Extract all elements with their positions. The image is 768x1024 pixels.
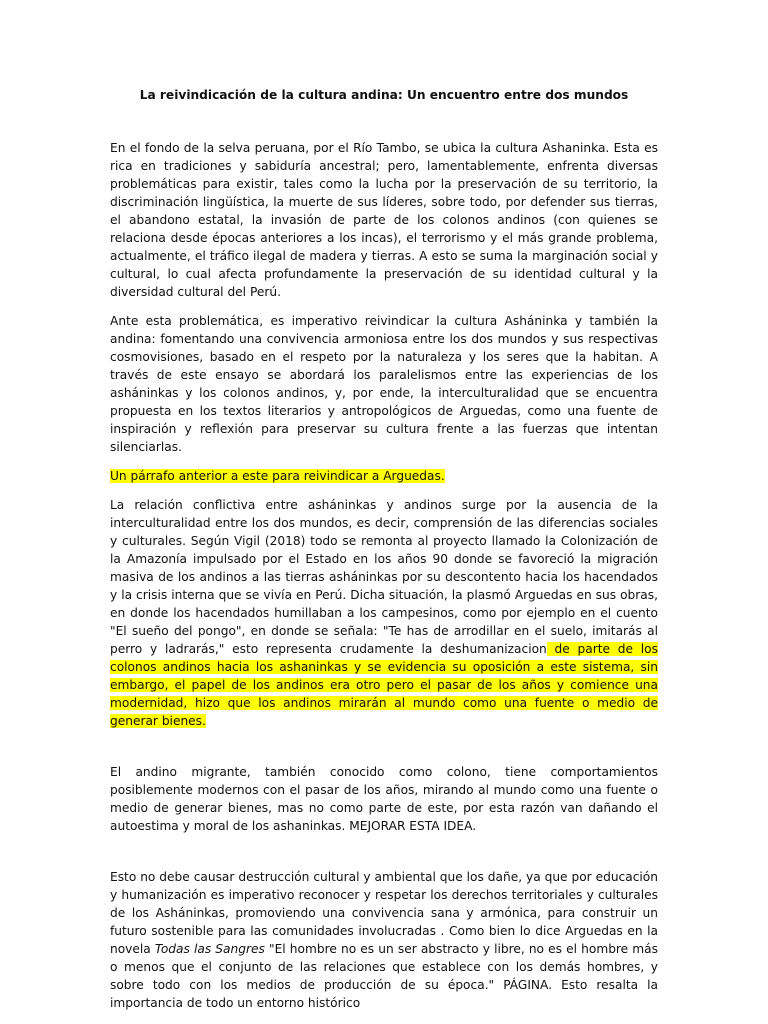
document-body [110, 139, 658, 1012]
novel-title: Todas las Sangres [154, 942, 265, 956]
paragraph-relacion-text: La relación conflictiva entre asháninkas y andinos surge por la ausencia de la interculturalidad entre los dos mundos, es decir, comprensión de las diferencias sociales y culturales. Según Vigil (2018) todo se remonta al proyecto llamado la Colonización de la Amazonía impulsado por el Estado en los años 90 donde se favoreció la migración masiva de los andinos a las tierras asháninkas por su descontento hacia los hacendados y la crisis interna que se vivía en Perú. Dicha situación, la plasmó Arguedas en sus obras, en donde los hacendados humillaban a los campesinos, como por ejemplo en el cuento "El sueño del pongo", en donde se señala: "Te has de arrodillar en el suelo, imitarás al perro y ladrarás," esto representa crudamente la deshumanizacion [110, 498, 658, 656]
paragraph-problematica: Ante esta problemática, es imperativo reivindicar la cultura Asháninka y también la andina: fomentando una convivencia armoniosa entre los dos mundos y sus respectivas cosmovisiones, basado en el respeto por la naturaleza y los seres que la habitan. A través de este ensayo se abordará los paralelismos entre las experiencias de los asháninkas y los colonos andinos, y, por ende, la interculturalidad que se encuentra propuesta en los textos literarios y antropológicos de Arguedas, como una fuente de inspiración y reflexión para preservar su cultura frente a las fuerzas que intentan silenciarlas. [110, 314, 658, 454]
highlighted-note: Un párrafo anterior a este para reivindicar a Arguedas. [110, 469, 445, 483]
paragraph-relacion [110, 496, 658, 730]
paragraph-destruccion-quote: "El hombre no es un ser abstracto y libre, no es el hombre más o menos que el conjunto de las relaciones que establece con los demás hombres, y sobre todo con los medios de producción de su época." PÁGINA. Esto resalta la importancia de todo un entorno histórico [110, 942, 658, 1010]
document-title: La reivindicación de la cultura andina: Un encuentro entre dos mundos [139, 88, 629, 102]
paragraph-destruccion [110, 868, 658, 1012]
paragraph-spacer [110, 485, 658, 496]
paragraph-spacer [110, 301, 658, 312]
paragraph-spacer [110, 730, 658, 763]
paragraph-destruccion-text: Esto no debe causar destrucción cultural y ambiental que los dañe, ya que por educación y humanización es imperativo reconocer y respetar los derechos territoriales y culturales de los Asháninkas, promoviendo una convivencia sana y armónica, para construir un futuro sostenible para las comunidades involucradas . Como bien lo dice Arguedas en la novela [110, 870, 658, 956]
paragraph-note [110, 467, 658, 485]
highlighted-passage: de parte de los colonos andinos hacia los ashaninkas y se evidencia su oposición a este sistema, sin embargo, el papel de los andinos era otro pero el pasar de los años y comience una modernidad, hizo que los andinos mirarán al mundo como una fuente o medio de generar bienes. [110, 642, 658, 728]
paragraph-spacer [110, 835, 658, 868]
paragraph-spacer [110, 456, 658, 467]
paragraph-intro: En el fondo de la selva peruana, por el Río Tambo, se ubica la cultura Ashaninka. Esta es rica en tradiciones y sabiduría ancestral; pero, lamentablemente, enfrenta diversas problemáticas para existir, tales como la lucha por la preservación de su territorio, la discriminación lingüística, la muerte de sus líderes, sobre todo, por defender sus tierras, el abandono estatal, la invasión de parte de los colonos andinos (con quienes se relaciona desde épocas anteriores a los incas), el terrorismo y el más grande problema, actualmente, el tráfico ilegal de madera y tierras. A esto se suma la marginación social y cultural, lo cual afecta profundamente la preservación de su identidad cultural y la diversidad cultural del Perú. [110, 141, 658, 299]
paragraph-migrante: El andino migrante, también conocido como colono, tiene comportamientos posiblemente modernos con el pasar de los años, mirando al mundo como una fuente o medio de generar bienes, mas no como parte de este, por esta razón van dañando el autoestima y moral de los ashaninkas. MEJORAR ESTA IDEA. [110, 765, 658, 833]
